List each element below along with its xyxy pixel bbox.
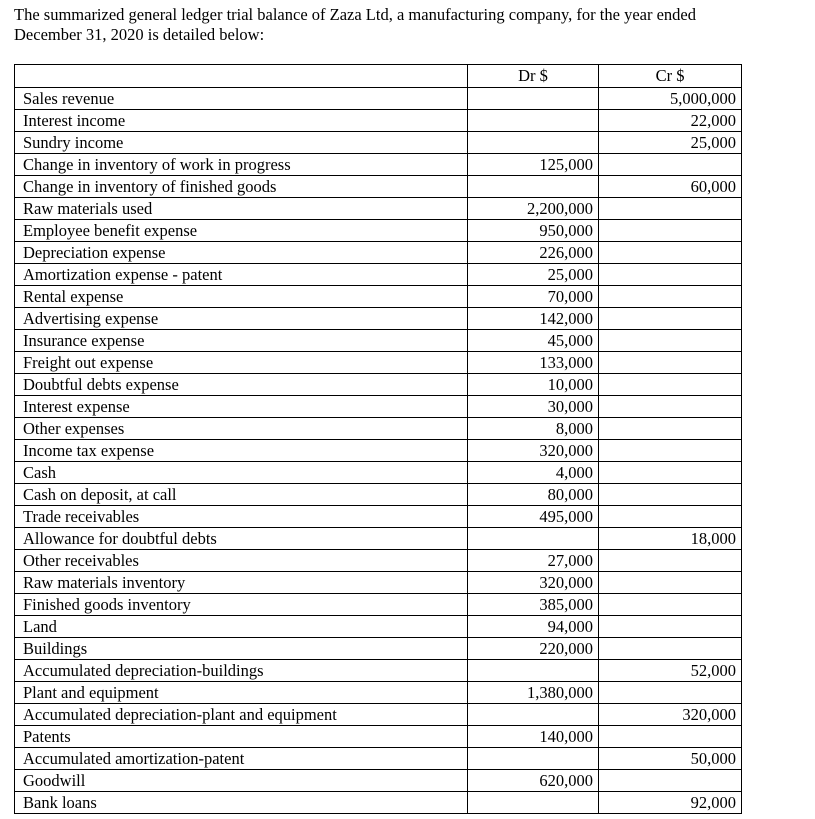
debit-amount: 620,000 bbox=[468, 770, 599, 792]
account-name: Insurance expense bbox=[15, 330, 468, 352]
account-name: Depreciation expense bbox=[15, 242, 468, 264]
account-name: Land bbox=[15, 616, 468, 638]
credit-amount bbox=[599, 154, 742, 176]
account-name: Doubtful debts expense bbox=[15, 374, 468, 396]
account-name: Interest expense bbox=[15, 396, 468, 418]
account-name: Sundry income bbox=[15, 132, 468, 154]
credit-amount: 22,000 bbox=[599, 110, 742, 132]
account-name: Interest income bbox=[15, 110, 468, 132]
table-row bbox=[15, 198, 742, 220]
debit-amount: 140,000 bbox=[468, 726, 599, 748]
debit-amount: 320,000 bbox=[468, 572, 599, 594]
credit-amount: 52,000 bbox=[599, 660, 742, 682]
debit-amount: 2,200,000 bbox=[468, 198, 599, 220]
credit-amount bbox=[599, 594, 742, 616]
account-name: Accumulated depreciation-buildings bbox=[15, 660, 468, 682]
account-name: Finished goods inventory bbox=[15, 594, 468, 616]
account-name: Bank loans bbox=[15, 792, 468, 814]
table-row bbox=[15, 682, 742, 704]
account-name: Buildings bbox=[15, 638, 468, 660]
table-row bbox=[15, 286, 742, 308]
table-row bbox=[15, 770, 742, 792]
account-name: Goodwill bbox=[15, 770, 468, 792]
table-row bbox=[15, 748, 742, 770]
table-row bbox=[15, 792, 742, 814]
credit-amount bbox=[599, 770, 742, 792]
debit-amount bbox=[468, 748, 599, 770]
table-row bbox=[15, 264, 742, 286]
debit-amount: 220,000 bbox=[468, 638, 599, 660]
debit-amount: 10,000 bbox=[468, 374, 599, 396]
account-name: Other expenses bbox=[15, 418, 468, 440]
credit-amount bbox=[599, 198, 742, 220]
debit-amount bbox=[468, 176, 599, 198]
account-name: Change in inventory of work in progress bbox=[15, 154, 468, 176]
account-name: Employee benefit expense bbox=[15, 220, 468, 242]
table-row bbox=[15, 638, 742, 660]
table-row bbox=[15, 374, 742, 396]
credit-amount bbox=[599, 550, 742, 572]
table-row bbox=[15, 726, 742, 748]
account-name: Rental expense bbox=[15, 286, 468, 308]
account-name: Allowance for doubtful debts bbox=[15, 528, 468, 550]
account-name: Cash on deposit, at call bbox=[15, 484, 468, 506]
table-row bbox=[15, 572, 742, 594]
credit-amount: 60,000 bbox=[599, 176, 742, 198]
header-account bbox=[15, 65, 468, 88]
trial-balance-body bbox=[15, 65, 742, 814]
table-row bbox=[15, 110, 742, 132]
debit-amount bbox=[468, 792, 599, 814]
table-row bbox=[15, 220, 742, 242]
credit-amount: 5,000,000 bbox=[599, 88, 742, 110]
account-name: Other receivables bbox=[15, 550, 468, 572]
intro-line-2: December 31, 2020 is detailed below: bbox=[14, 25, 265, 44]
account-name: Trade receivables bbox=[15, 506, 468, 528]
debit-amount: 94,000 bbox=[468, 616, 599, 638]
account-name: Accumulated amortization-patent bbox=[15, 748, 468, 770]
debit-amount: 385,000 bbox=[468, 594, 599, 616]
debit-amount: 25,000 bbox=[468, 264, 599, 286]
table-row bbox=[15, 330, 742, 352]
account-name: Raw materials used bbox=[15, 198, 468, 220]
credit-amount: 92,000 bbox=[599, 792, 742, 814]
credit-amount bbox=[599, 440, 742, 462]
account-name: Freight out expense bbox=[15, 352, 468, 374]
debit-amount: 70,000 bbox=[468, 286, 599, 308]
account-name: Cash bbox=[15, 462, 468, 484]
credit-amount: 18,000 bbox=[599, 528, 742, 550]
credit-amount: 25,000 bbox=[599, 132, 742, 154]
account-name: Change in inventory of finished goods bbox=[15, 176, 468, 198]
credit-amount bbox=[599, 572, 742, 594]
credit-amount bbox=[599, 308, 742, 330]
trial-balance-table bbox=[14, 64, 742, 814]
debit-amount: 133,000 bbox=[468, 352, 599, 374]
account-name: Patents bbox=[15, 726, 468, 748]
debit-amount bbox=[468, 528, 599, 550]
table-row bbox=[15, 396, 742, 418]
table-row bbox=[15, 528, 742, 550]
debit-amount: 4,000 bbox=[468, 462, 599, 484]
debit-amount: 8,000 bbox=[468, 418, 599, 440]
table-row bbox=[15, 704, 742, 726]
debit-amount: 27,000 bbox=[468, 550, 599, 572]
credit-amount bbox=[599, 484, 742, 506]
debit-amount: 226,000 bbox=[468, 242, 599, 264]
debit-amount: 30,000 bbox=[468, 396, 599, 418]
table-row bbox=[15, 154, 742, 176]
credit-amount bbox=[599, 220, 742, 242]
header-cr: Cr $ bbox=[599, 65, 742, 88]
table-header-row bbox=[15, 65, 742, 88]
table-row bbox=[15, 484, 742, 506]
credit-amount bbox=[599, 330, 742, 352]
table-row bbox=[15, 242, 742, 264]
table-row bbox=[15, 440, 742, 462]
account-name: Sales revenue bbox=[15, 88, 468, 110]
table-row bbox=[15, 308, 742, 330]
credit-amount: 50,000 bbox=[599, 748, 742, 770]
debit-amount: 320,000 bbox=[468, 440, 599, 462]
account-name: Accumulated depreciation-plant and equipment bbox=[15, 704, 468, 726]
credit-amount bbox=[599, 352, 742, 374]
credit-amount bbox=[599, 726, 742, 748]
debit-amount: 950,000 bbox=[468, 220, 599, 242]
credit-amount bbox=[599, 374, 742, 396]
debit-amount: 1,380,000 bbox=[468, 682, 599, 704]
credit-amount bbox=[599, 682, 742, 704]
credit-amount bbox=[599, 616, 742, 638]
account-name: Amortization expense - patent bbox=[15, 264, 468, 286]
debit-amount: 45,000 bbox=[468, 330, 599, 352]
intro-line-1: The summarized general ledger trial balance of Zaza Ltd, a manufacturing company, for the year ended bbox=[14, 5, 696, 24]
table-row bbox=[15, 132, 742, 154]
table-row bbox=[15, 550, 742, 572]
debit-amount bbox=[468, 704, 599, 726]
credit-amount bbox=[599, 264, 742, 286]
credit-amount bbox=[599, 242, 742, 264]
table-row bbox=[15, 616, 742, 638]
table-row bbox=[15, 462, 742, 484]
account-name: Raw materials inventory bbox=[15, 572, 468, 594]
debit-amount bbox=[468, 110, 599, 132]
intro-paragraph bbox=[14, 5, 804, 45]
debit-amount: 125,000 bbox=[468, 154, 599, 176]
table-row bbox=[15, 506, 742, 528]
credit-amount bbox=[599, 506, 742, 528]
debit-amount bbox=[468, 88, 599, 110]
credit-amount bbox=[599, 396, 742, 418]
header-dr: Dr $ bbox=[468, 65, 599, 88]
credit-amount bbox=[599, 418, 742, 440]
account-name: Advertising expense bbox=[15, 308, 468, 330]
credit-amount bbox=[599, 286, 742, 308]
table-row bbox=[15, 352, 742, 374]
credit-amount bbox=[599, 462, 742, 484]
credit-amount bbox=[599, 638, 742, 660]
debit-amount: 80,000 bbox=[468, 484, 599, 506]
table-row bbox=[15, 418, 742, 440]
debit-amount: 495,000 bbox=[468, 506, 599, 528]
account-name: Income tax expense bbox=[15, 440, 468, 462]
table-row bbox=[15, 176, 742, 198]
debit-amount bbox=[468, 660, 599, 682]
debit-amount: 142,000 bbox=[468, 308, 599, 330]
table-row bbox=[15, 88, 742, 110]
table-row bbox=[15, 660, 742, 682]
credit-amount: 320,000 bbox=[599, 704, 742, 726]
table-row bbox=[15, 594, 742, 616]
debit-amount bbox=[468, 132, 599, 154]
account-name: Plant and equipment bbox=[15, 682, 468, 704]
